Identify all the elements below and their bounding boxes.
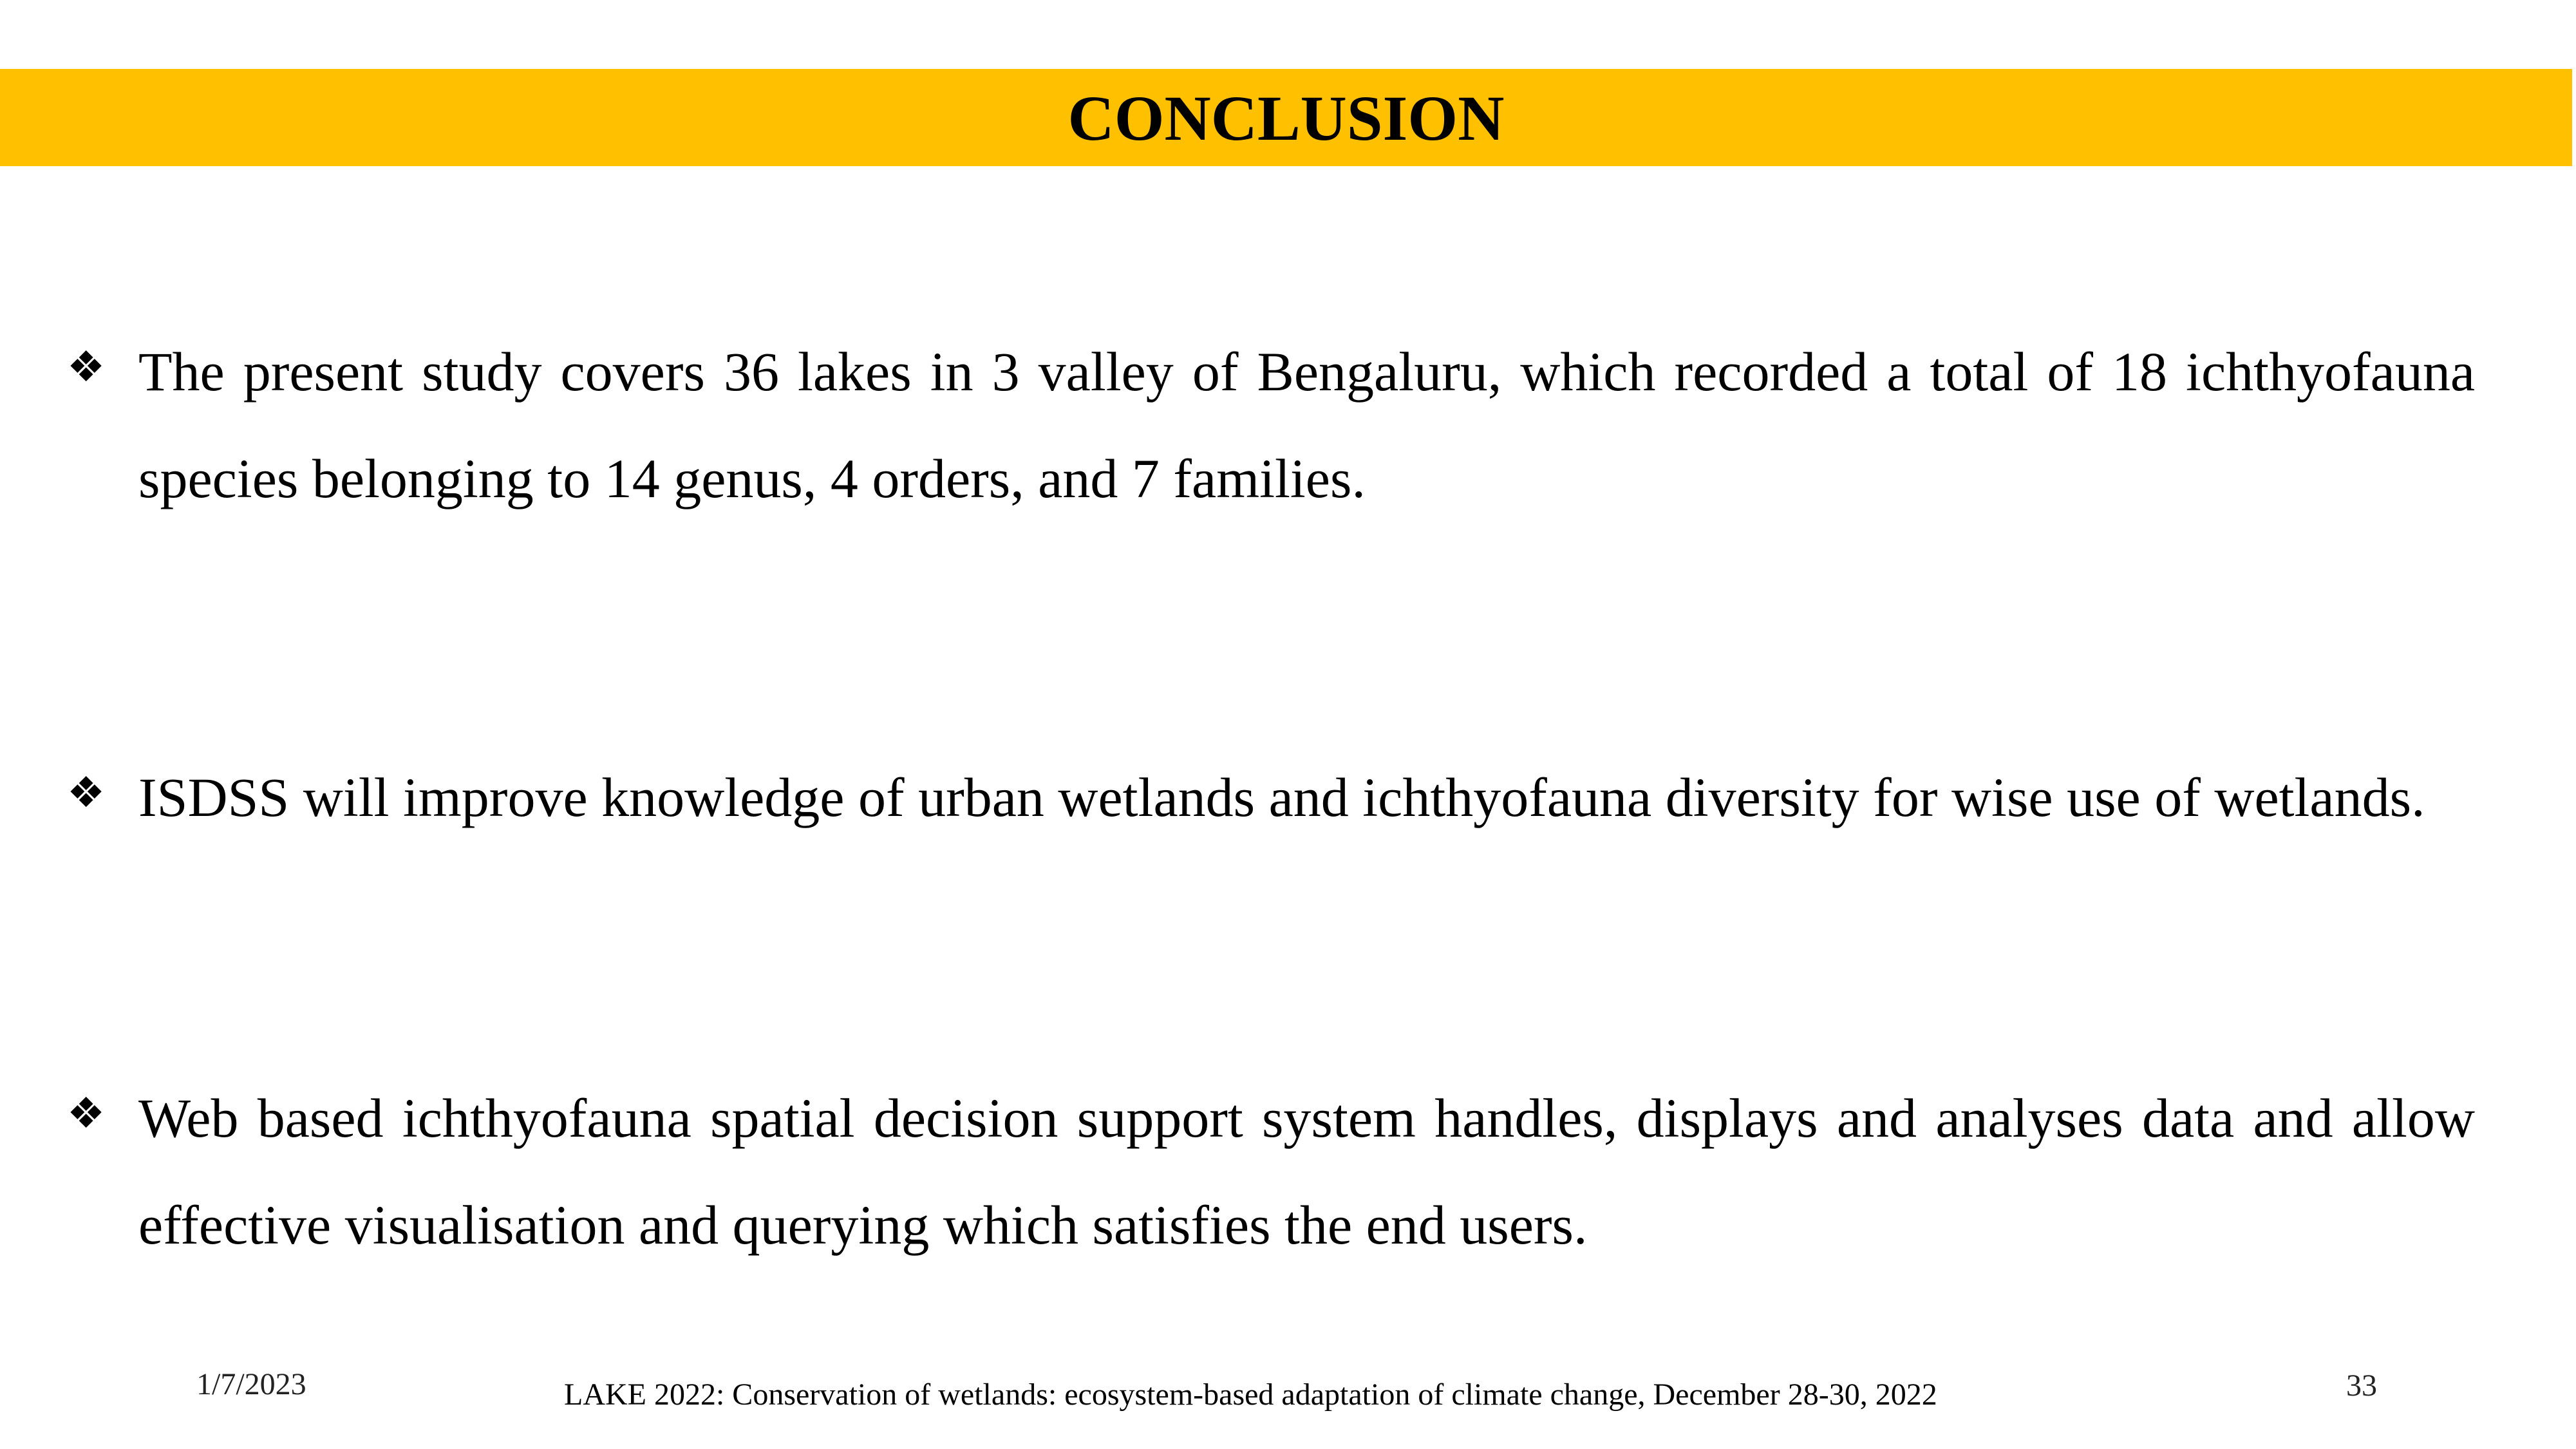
bullet-text: Web based ichthyofauna spatial decision support system handles, displays and analyses data and allow effective visualisation and querying which satisfies the end users. [138, 1087, 2475, 1256]
four-diamond-bullet-icon: ❖ [67, 768, 106, 817]
four-diamond-bullet-icon: ❖ [67, 1088, 106, 1138]
bullet-text: The present study covers 36 lakes in 3 valley of Bengaluru, which recorded a total of 18 ichthyofauna species belonging to 14 genus, 4 orders, and 7 families. [138, 341, 2475, 509]
bullet-text: ISDSS will improve knowledge of urban wetlands and ichthyofauna diversity for wise use of wetlands. [138, 766, 2425, 828]
title-band [0, 69, 2572, 166]
slide-title: CONCLUSION [1067, 82, 1505, 154]
footer-caption: LAKE 2022: Conservation of wetlands: ecosystem-based adaptation of climate change, December 28-30, 2022 [564, 1378, 1937, 1412]
bullet-item [67, 1086, 2475, 1278]
four-diamond-bullet-icon: ❖ [67, 342, 106, 392]
page-number: 33 [2346, 1368, 2377, 1403]
bullet-item [67, 765, 2475, 851]
footer-date: 1/7/2023 [196, 1367, 306, 1401]
bullet-item [67, 339, 2475, 532]
